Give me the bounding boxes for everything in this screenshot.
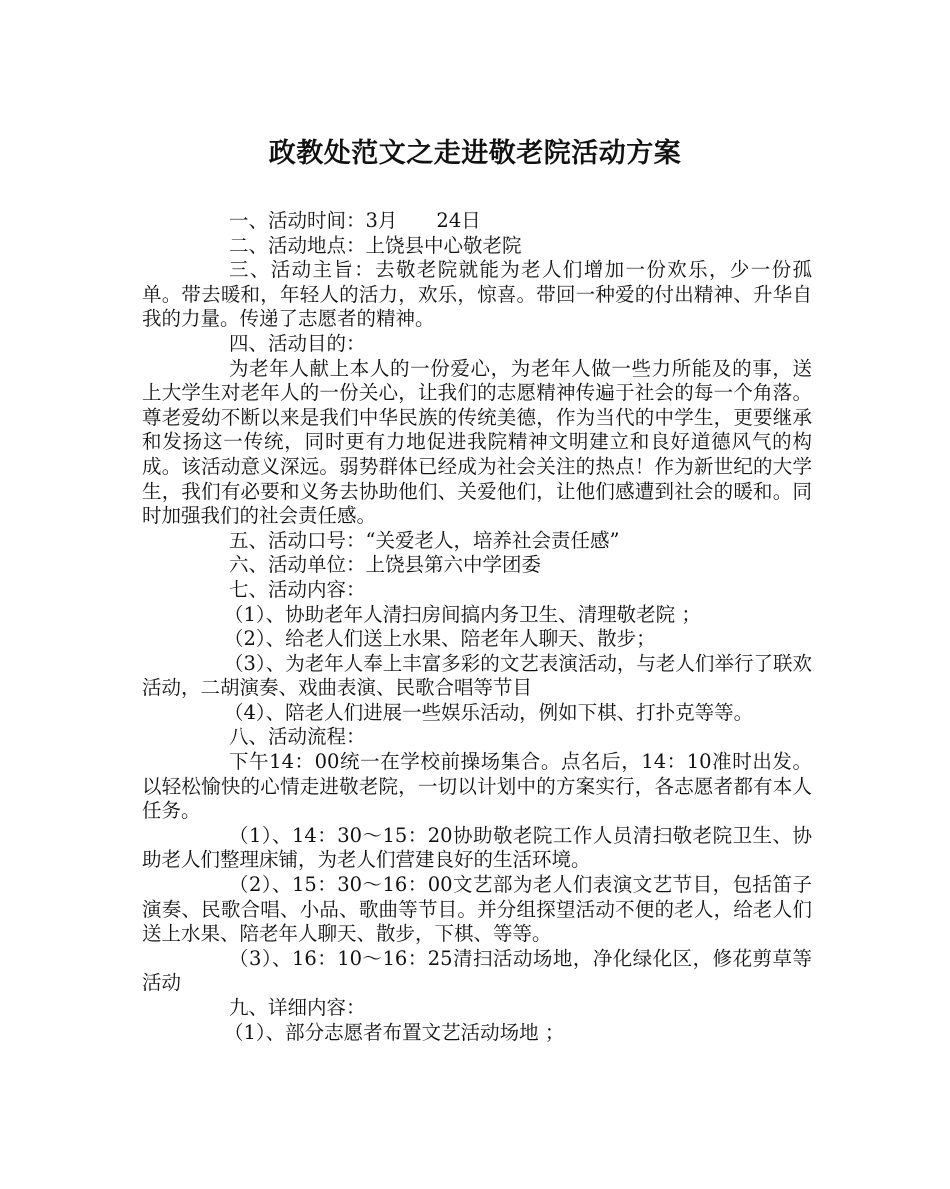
paragraph-process-item-3: （3）、16：10～16：25清扫活动场地，净化绿化区，修花剪草等活动 xyxy=(142,946,812,995)
document-title: 政教处范文之走进敬老院活动方案 xyxy=(268,138,682,169)
paragraph-content-item-2: （2）、给老人们送上水果、陪老年人聊天、散步； xyxy=(224,627,656,651)
paragraph-activity-purpose: 三、活动主旨：去敬老院就能为老人们增加一份欢乐，少一份孤单。带去暖和，年轻人的活力，欢乐，惊喜。带回一种爱的付出精神、升华自我的力量。传递了志愿者的精神。 xyxy=(142,258,812,331)
paragraph-activity-unit: 六、活动单位：上饶县第六中学团委 xyxy=(229,553,542,577)
paragraph-activity-goal-heading: 四、活动目的： xyxy=(229,331,366,355)
document-body xyxy=(142,209,812,1045)
paragraph-activity-goal: 为老年人献上本人的一份爱心，为老年人做一些力所能及的事，送上大学生对老年人的一份关心，让我们的志愿精神传遍于社会的每一个角落。尊老爱幼不断以来是我们中华民族的传统美德，作为当代的中学生，更要继承和发扬这一传统，同时更有力地促进我院精神文明建立和良好道德风气的构成。该活动意义深远。弱势群体已经成为社会关注的热点！作为新世纪的大学生，我们有必要和义务去协助他们、关爱他们，让他们感遭到社会的暖和。同时加强我们的社会责任感。 xyxy=(142,356,812,528)
paragraph-process-item-1: （1）、14：30～15：20协助敬老院工作人员清扫敬老院卫生、协助老人们整理床铺，为老人们营建良好的生活环境。 xyxy=(142,823,812,872)
paragraph-process-item-2: （2）、15：30～16：00文艺部为老人们表演文艺节目，包括笛子演奏、民歌合唱、小品、歌曲等节目。并分组探望活动不便的老人，给老人们送上水果、陪老年人聊天、散步，下棋、等等。 xyxy=(142,873,812,946)
paragraph-details-heading: 九、详细内容： xyxy=(229,996,366,1019)
paragraph-content-item-3: （3）、为老年人奉上丰富多彩的文艺表演活动，与老人们举行了联欢活动，二胡演奏、戏曲表演、民歌合唱等节目 xyxy=(142,651,812,700)
paragraph-activity-location: 二、活动地点：上饶县中心敬老院 xyxy=(229,233,522,257)
paragraph-process-intro: 下午14：00统一在学校前操场集合。点名后，14：10准时出发。以轻松愉快的心情走进敬老院，一切以计划中的方案实行，各志愿者都有本人任务。 xyxy=(142,750,812,823)
paragraph-details-item-1: （1）、部分志愿者布置文艺活动场地 ； xyxy=(224,1020,565,1044)
paragraph-process-heading: 八、活动流程： xyxy=(229,725,366,749)
paragraph-content-item-4: （4）、陪老人们进展一些娱乐活动，例如下棋、打扑克等等。 xyxy=(224,700,754,724)
paragraph-activity-slogan: 五、活动口号：“关爱老人，培养社会责任感” xyxy=(229,528,620,552)
paragraph-activity-time: 一、活动时间：3月 24日 xyxy=(229,209,481,232)
paragraph-content-item-1: （1）、协助老年人清扫房间搞内务卫生、清理敬老院 ； xyxy=(224,602,701,626)
paragraph-activity-content-heading: 七、活动内容： xyxy=(229,577,366,601)
